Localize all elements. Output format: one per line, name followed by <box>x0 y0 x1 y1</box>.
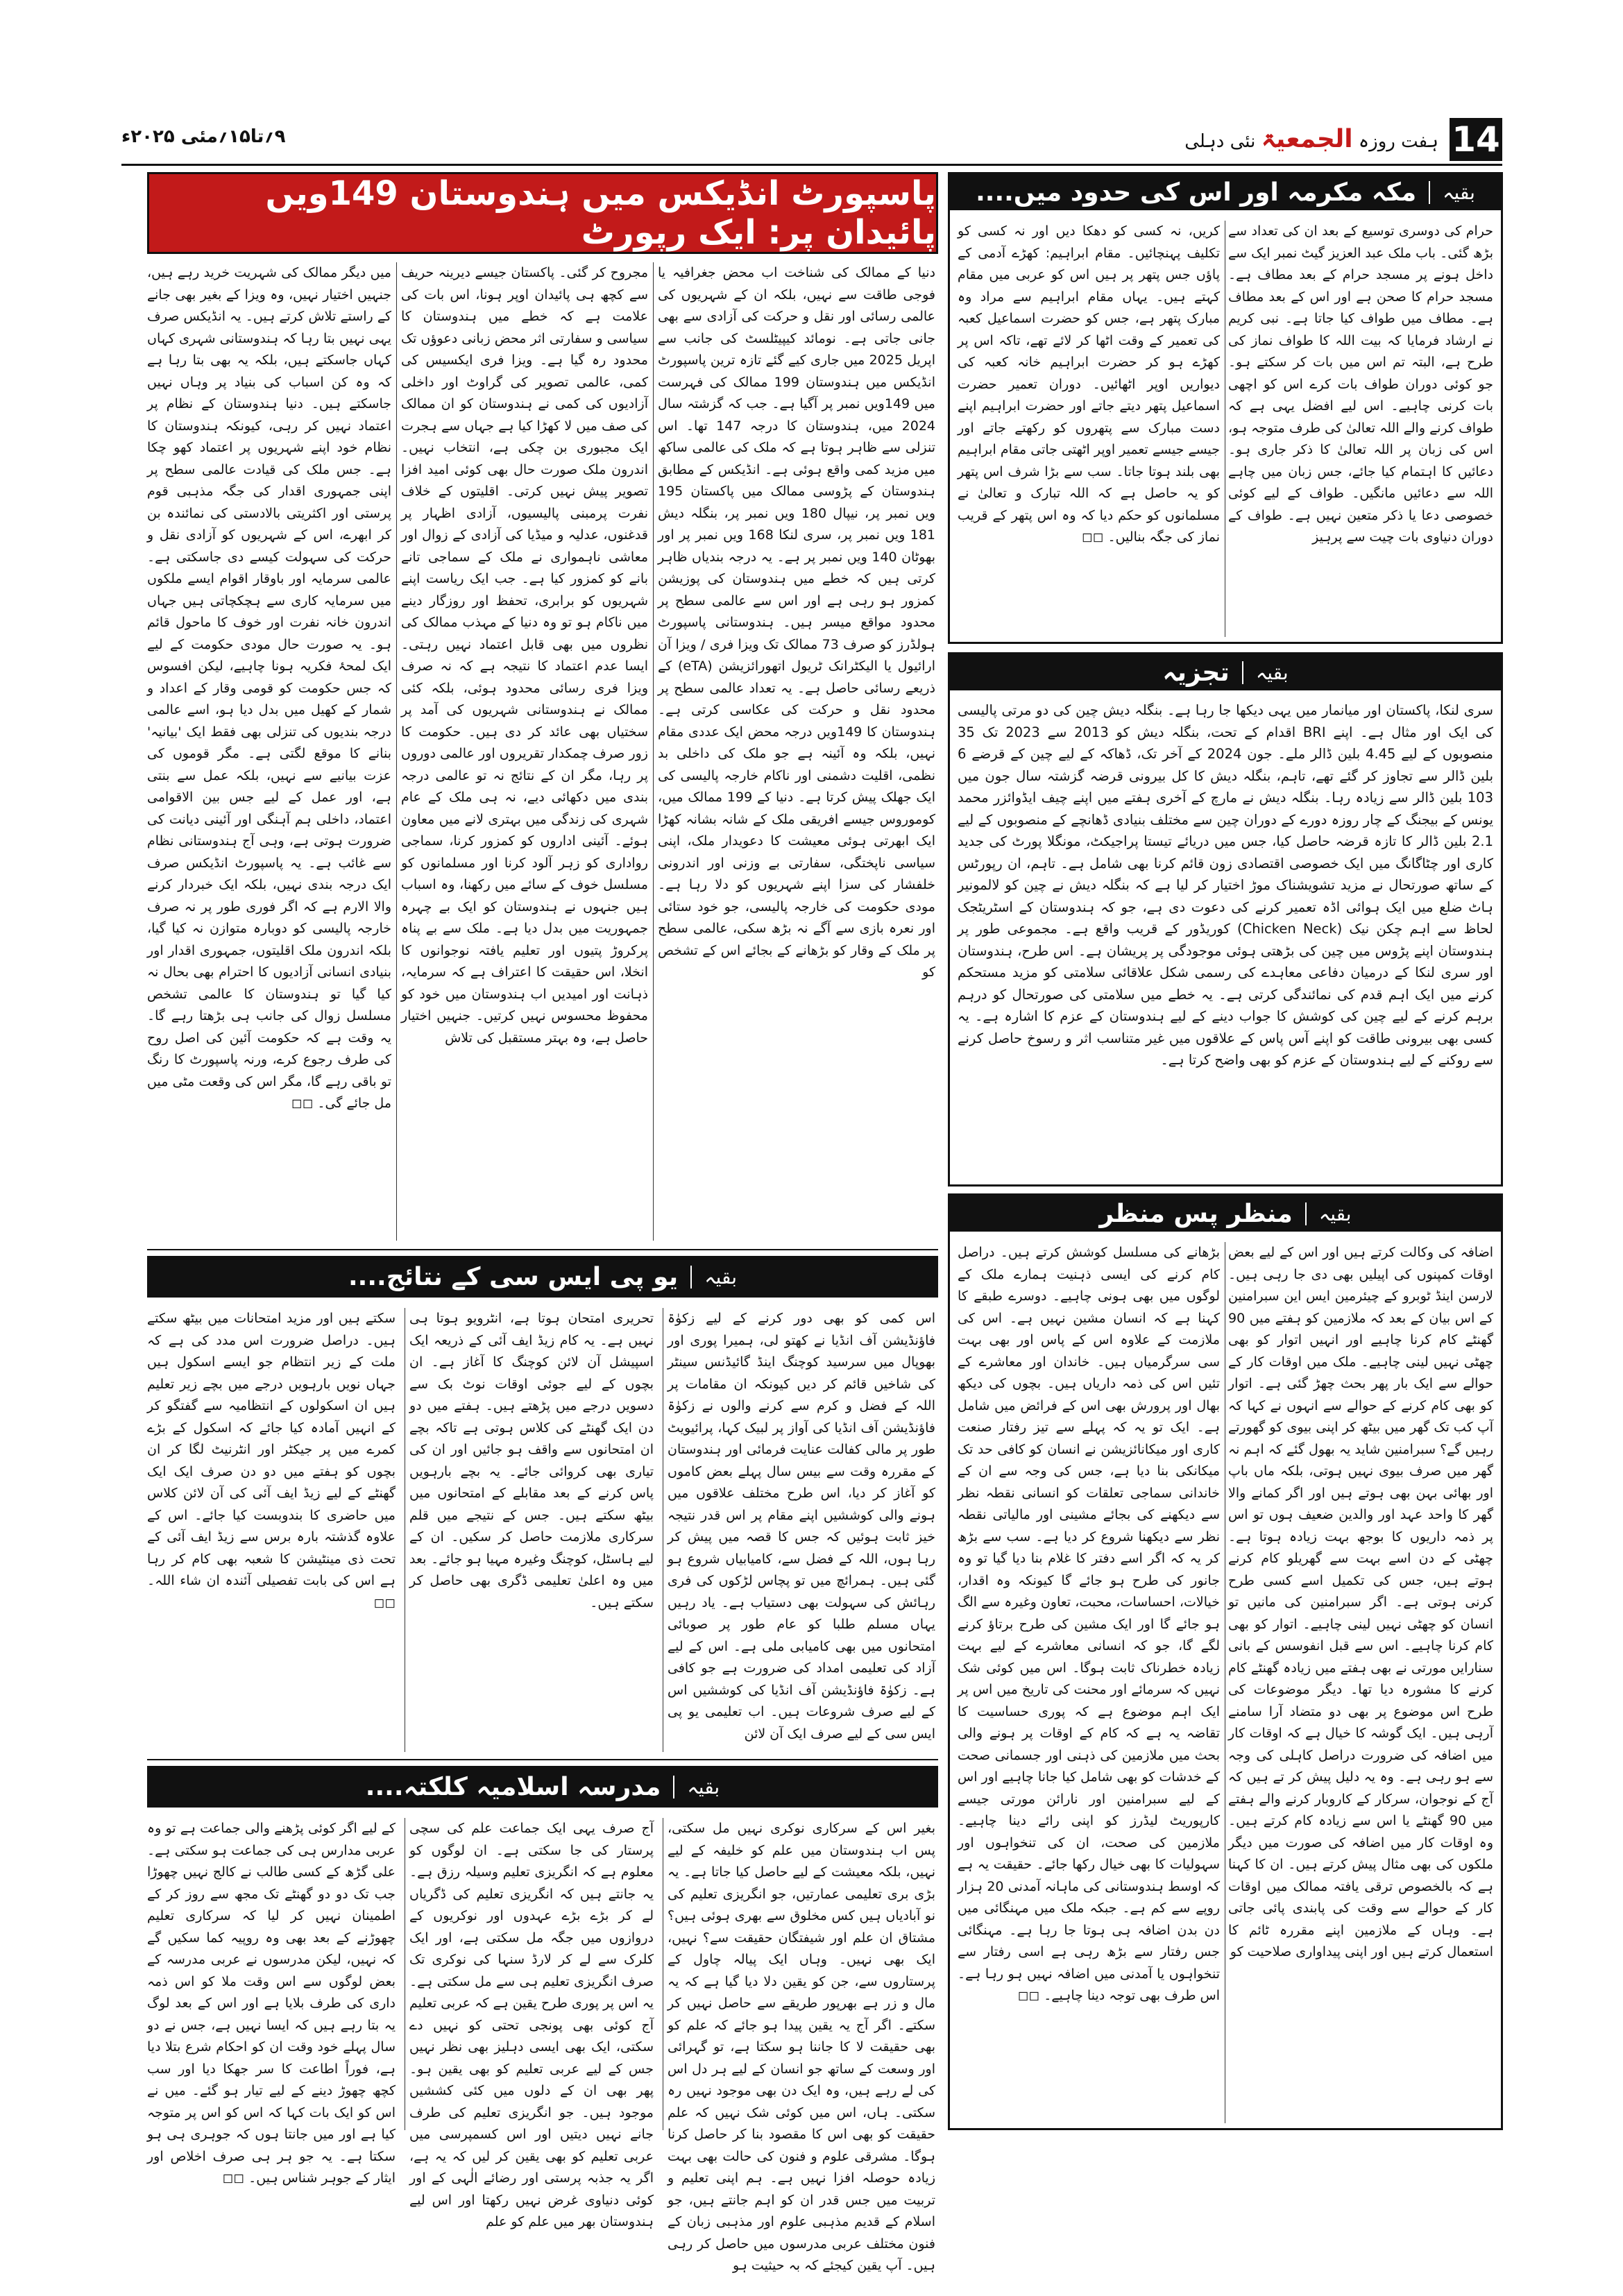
section-rule <box>147 1759 938 1760</box>
madrasa-col-3: کے لیے اگر کوئی پڑھنے والی جماعت ہے تو وہ عربی مدارس ہی کی جماعت ہو سکتی ہے۔ علی گڑھ کے کسی طالب نے کالج نہیں چھوڑا جب تک دو دو گھنٹے تک مجھ سے روز کر کے اطمینان نہیں کر لیا کہ سرکاری تعلیم چھوڑنے کے بعد بھی وہ روپیہ کما سکیں گے کہ نہیں، لیکن مدرسوں نے عربی مدرسہ کے بعض لوگوں سے اس وقت ملا کو اس ذمہ داری کی طرف بلایا ہے اور اس کے بعد لوگ یہ بتا رہے ہیں کہ ایسا نہیں ہے، جس نے دو سال پہلے خود وقت ان کو احکام شرع بتلا دیا ہے، فوراً اطاعت کا سر جھکا دیا اور سب کچھ چھوڑ دینے کے لیے تیار ہو گئے۔ میں نے اس کو ایک بات کہا کہ اس کو اس پر متوجہ کیا ہے اور میں جانتا ہوں کہ جوہری ہی ہو سکتا ہے۔ یہ جو ہر ہی صرف اخلاص اور ایثار کے جوہر شناس ہیں۔ ◻◻ <box>147 1821 396 2186</box>
paper-prefix: ہفت روزہ <box>1358 131 1438 152</box>
header-rule <box>121 164 1502 166</box>
makkah-col-left: کریں، نہ کسی کو دھکا دیں اور نہ کسی کو تکلیف پہنچائیں۔ مقام ابراہیم: کھڑے آدمی کے پاؤں جس پتھر پر ہیں اس کو عربی میں مقام کہتے ہیں۔ یہاں مقام ابراہیم سے مراد وہ مبارک پتھر ہے، جس کو حضرت اسماعیل کعبہ کی تعمیر کے وقت اٹھا کر لائے تھے، تاکہ اس پر کھڑے ہو کر حضرت ابراہیم خانہ کعبہ کی دیواریں اوپر اٹھائیں۔ دوران تعمیر حضرت اسماعیل پتھر دیتے جاتے اور حضرت ابراہیم اپنے دست مبارک سے پتھروں کو رکھتے جاتے اور جیسے جیسے تعمیر اوپر اٹھتی جاتی مقام ابراہیم بھی بلند ہوتا جاتا۔ سب سے بڑا شرف اس پتھر کو یہ حاصل ہے کہ اللہ تبارک و تعالیٰ نے مسلمانوں کو حکم دیا کہ وہ اس پتھر کے قریب نماز کی جگہ بنالیں۔ ◻◻ <box>957 223 1220 545</box>
makkah-title-bar <box>950 174 1501 210</box>
madrasa-kicker: بقیہ <box>673 1776 720 1798</box>
paper-name <box>1184 125 1438 153</box>
passport-col-3: میں دیگر ممالک کی شہریت خرید رہے ہیں، جنہیں اختیار نہیں، وہ ویزا کے بغیر بھی جانے کے راستے تلاش کرتے ہیں۔ یہ انڈیکس صرف یہی نہیں بتا رہا کہ ہندوستانی شہری کہاں کہاں جاسکتے ہیں، بلکہ یہ بھی بتا رہا ہے کہ وہ کن اسباب کی بنیاد پر وہاں نہیں جاسکتے ہیں۔ دنیا ہندوستان کے نظام پر اعتماد نہیں کر رہی، کیونکہ ہندوستان کا نظام خود اپنے شہریوں پر اعتماد کھو چکا ہے۔ جس ملک کی قیادت عالمی سطح پر اپنی جمہوری اقدار کی جگہ مذہبی قوم پرستی اور اکثریتی بالادستی کی نمائندہ بن کر ابھرے، اس کے شہریوں کو آزادی نقل و حرکت کی سہولت کیسے دی جاسکتی ہے۔ عالمی سرمایہ اور باوقار اقوام ایسے ملکوں میں سرمایہ کاری سے ہچکچاتی ہیں جہاں اندرون خانہ نفرت اور خوف کا ماحول قائم ہو۔ یہ صورت حال مودی حکومت کے لیے ایک لمحۂ فکریہ ہونا چاہیے، لیکن افسوس کہ جس حکومت کو قومی وقار کے اعداد و شمار کے کھیل میں بدل دیا ہو، اسے عالمی درجہ بندیوں کی تنزلی بھی فقط ایک 'بیانیہ' بنانے کا موقع لگتی ہے۔ مگر قوموں کی عزت بیانیے سے نہیں، بلکہ عمل سے بنتی ہے، اور عمل کے لیے جس بین الاقوامی اعتماد، داخلی ہم آہنگی اور آئینی دیانت کی ضرورت ہوتی ہے، وہی آج ہندوستانی نظام سے غائب ہے۔ یہ پاسپورٹ انڈیکس صرف ایک درجہ بندی نہیں، بلکہ ایک خبردار کرنے والا الارم ہے کہ اگر فوری طور پر نہ صرف خارجہ پالیسی کو دوبارہ متوازن نہ کیا گیا، بلکہ اندرون ملک اقلیتوں، جمہوری اقدار اور بنیادی انسانی آزادیوں کا احترام بھی بحال نہ کیا گیا تو ہندوستان کا عالمی تشخص مسلسل زوال کی جانب ہی بڑھتا رہے گا۔ یہ وقت ہے کہ حکومت آئین کی اصل روح کی طرف رجوع کرے، ورنہ پاسپورٹ کا رنگ تو باقی رہے گا، مگر اس کی وقعت مٹی میں مل جائے گی۔ ◻◻ <box>147 265 391 1111</box>
paper-brand: الجمعیۃ <box>1261 125 1353 153</box>
column-divider <box>653 262 654 1241</box>
upsc-col-2: تحریری امتحان ہوتا ہے، انٹرویو ہوتا ہی نہیں ہے۔ یہ کام زیڈ ایف آئی کے ذریعہ ایک اسپیشل آن لائن کوچنگ کا آغاز ہے۔ ان بچوں کے لیے جوئی اوقات نوٹ بک سے دسویں درجے میں پڑھتے ہیں۔ ہفتے میں دو دن ایک گھنٹے کی کلاس ہوتی ہے تاکہ بچے ان امتحانوں سے واقف ہو جائیں اور ان کی تیاری بھی کروائی جائے۔ یہ بچے بارہویں پاس کرنے کے بعد مقابلے کے امتحانوں میں بیٹھ سکتے ہیں۔ جس کے نتیجے میں قلم سرکاری ملازمت حاصل کر سکیں۔ ان کے لیے ہاسٹل، کوچنگ وغیرہ مہیا ہو جائے۔ بعد میں وہ اعلیٰ تعلیمی ڈگری بھی حاصل کر سکتے ہیں۔ <box>409 1311 654 1610</box>
madrasa-title-bar <box>147 1766 938 1808</box>
tajziya-kicker: بقیہ <box>1242 661 1289 684</box>
manzar-kicker: بقیہ <box>1305 1202 1352 1225</box>
issue-date: ۹؍تا۱۵؍مئی ۲۰۲۵ء <box>121 126 286 147</box>
makkah-col-right: حرام کی دوسری توسیع کے بعد ان کی تعداد سے بڑھ گئی۔ باب ملک عبد العزیز گیٹ نمبر ایک سے داخل ہونے پر مسجد حرام کے بعد مطاف ہے۔ مسجد حرام کا صحن ہے اور اس کے بعد مطاف ہے۔ مطاف میں طواف کیا جاتا ہے۔ نبی کریم نے ارشاد فرمایا کہ بیت اللہ کا طواف نماز کی طرح ہے، البتہ تم اس میں بات کر سکتے ہو۔ جو کوئی دوران طواف بات کرے اس کو اچھی بات کرنی چاہیے۔ اس لیے افضل یہی ہے کہ طواف کرنے والے اللہ تعالیٰ کی طرف متوجہ ہو، اس کی زبان پر اللہ تعالیٰ کا ذکر جاری ہو۔ دعائیں کا اہتمام کیا جائے، جس زبان میں چاہے اللہ سے دعائیں مانگیں۔ طواف کے لیے کوئی خصوصی دعا یا ذکر متعین نہیں ہے۔ طواف کے دوران دنیاوی بات چیت سے پرہیز <box>1228 223 1493 545</box>
upsc-col-1: اس کمی کو بھی دور کرنے کے لیے زکوٰۃ فاؤنڈیشن آف انڈیا نے کھتو لی، ہمیرا پوری اور بھوپال میں سرسید کوچنگ اینڈ گائیڈنس سینٹر کی شاخیں قائم کر دیں کیونکہ ان مقامات پر اللہ کے فضل و کرم سے کرنے والوں نے زکوٰۃ فاؤنڈیشن آف انڈیا کی آواز پر لبیک کہا، پرائیویٹ طور پر مالی کفالت عنایت فرمائی اور ہندوستان کے مقررہ وقت سے بیس سال پہلے بعض کاموں کو آغاز کر دیا، اس طرح مختلف علاقوں میں ہونے والی کوششیں اپنے مقام پر اس قدر نتیجہ خیز ثابت ہوئیں کہ جس کا قصہ میں پیش کر رہا ہوں، اللہ کے فضل سے، کامیابیاں شروع ہو گئی ہیں۔ ہمرائچ میں تو پچاس لڑکوں کی فری رہائش کی سہولت بھی دستیاب ہے۔ یاد رہیں یہاں مسلم طلبا کو عام طور پر صوبائی امتحانوں میں بھی کامیابی ملی ہے۔ اس کے لیے آزاد کی تعلیمی امداد کی ضرورت ہے جو کافی ہے۔ زکوٰۃ فاؤنڈیشن آف انڈیا کی کوششیں اس کے لیے صرف شروعات ہیں۔ اب تعلیمی یو پی ایس سی کے لیے صرف ایک آن لائن <box>668 1311 935 1742</box>
madrasa-col-1: بغیر اس کے سرکاری نوکری نہیں مل سکتی، پس اب ہندوستان میں علم کو خلیفہ کے لیے نہیں، بلکہ معیشت کے لیے حاصل کیا جاتا ہے۔ یہ بڑی بری تعلیمی عمارتیں، جو انگریزی تعلیم کی نو آبادیاں ہیں کس مخلوق سے بھری ہوئی ہیں؟ مشتاق ان علم اور شیفتگان حقیقت سے؟ نہیں، ایک بھی نہیں۔ وہاں ایک پیالہ چاول کے پرستاروں سے، جن کو یقین دلا دیا گیا ہے کہ یہ مال و زر ہے بھرپور طریقے سے حاصل نہیں کر سکتے۔ اگر آج یہ یقین پیدا ہو جائے کہ علم کو بھی حقیقت لا کا جاننا ہو سکتا ہے، تو گہرائی اور وسعت کے ساتھ جو انسان کے لیے ہر دل اس کی لے رہے ہیں، وہ ایک دن بھی موجود نہیں رہ سکتی۔ ہاں، اس میں کوئی شک نہیں کہ علم حقیقت کو بھی اس کا مقصود بنا کر حاصل کرنا ہوگا۔ مشرقی علوم و فنون کی حالت بھی بہت زیادہ حوصلہ افزا نہیں ہے۔ ہم اپنی تعلیم و تربیت میں جس قدر ان کو اہم جانتے ہیں، جو اسلام کے قدیم مذہبی علوم اور مذہبی زبان کے فنون مختلف عربی مدرسوں میں حاصل کر رہی ہیں۔ آپ یقین کیجئے کہ بہ حیثیت ہو <box>668 1821 935 2273</box>
makkah-kicker: بقیہ <box>1429 181 1475 204</box>
tajziya-title-bar <box>950 654 1501 690</box>
passport-col-2: مجروح کر گئی۔ پاکستان جیسے دیرینہ حریف سے کچھ ہی پائیدان اوپر ہونا، اس بات کی علامت ہے کہ خطے میں ہندوستان کا سیاسی و سفارتی اثر محض زبانی دعوؤں تک محدود رہ گیا ہے۔ ویزا فری ایکسیس کی کمی، عالمی تصویر کی گراوٹ اور داخلی آزادیوں کی کمی نے ہندوستان کو ان ممالک کی صف میں لا کھڑا کیا ہے جہاں سے ہجرت ایک مجبوری بن چکی ہے، انتخاب نہیں۔ اندرون ملک صورت حال بھی کوئی امید افزا تصویر پیش نہیں کرتی۔ اقلیتوں کے خلاف نفرت پرمبنی پالیسیوں، آزادی اظہار پر قدغنوں، عدلیہ و میڈیا کی آزادی کے زوال اور معاشی ناہمواری نے ملک کے سماجی تانے بانے کو کمزور کیا ہے۔ جب ایک ریاست اپنے شہریوں کو برابری، تحفظ اور روزگار دینے میں ناکام ہو تو وہ دنیا کے مہذب ممالک کی نظروں میں بھی قابل اعتماد نہیں رہتی۔ ایسا عدم اعتماد کا نتیجہ ہے کہ نہ صرف ویزا فری رسائی محدود ہوئی، بلکہ کئی ممالک نے ہندوستانی شہریوں کی آمد پر سختیاں بھی عائد کر دی ہیں۔ حکومت کا زور صرف چمکدار تقریروں اور عالمی دوروں پر رہا، مگر ان کے نتائج نہ تو عالمی درجہ بندی میں دکھائی دیے، نہ ہی ملک کے عام شہری کی زندگی میں بہتری لانے میں معاون ہوئے۔ آئینی اداروں کو کمزور کرنا، سماجی رواداری کو زہر آلود کرنا اور مسلمانوں کو مسلسل خوف کے سائے میں رکھنا، وہ اسباب ہیں جنہوں نے ہندوستان کو ایک بے چہرہ جمہوریت میں بدل دیا ہے۔ ملک سے بے پناہ پرکروڑ پتیوں اور تعلیم یافتہ نوجوانوں کا انخلا، اس حقیقت کا اعتراف ہے کہ سرمایہ، ذہانت اور امیدیں اب ہندوستان میں خود کو محفوظ محسوس نہیں کرتیں۔ جنہیں اختیار حاصل ہے، وہ بہتر مستقبل کی تلاش <box>401 265 648 1046</box>
upsc-kicker: بقیہ <box>690 1266 737 1289</box>
madrasa-col-2: آج صرف یہی ایک جماعت علم کی سچی پرستار کی جا سکتی ہے۔ ان لوگوں کو معلوم ہے کہ انگریزی تعلیم وسیلہ رزق ہے۔ یہ جانتے ہیں کہ انگریزی تعلیم کی ڈگریاں لے کر بڑے بڑے عہدوں اور نوکریوں کے دروازوں میں جگہ مل سکتی ہے، اور ایک کلرک سے لے کر لارڈ سنہا کی نوکری تک صرف انگریزی تعلیم ہی سے مل سکتی ہے۔ یہ اس پر پوری طرح یقین ہے کہ عربی تعلیم آج کوئی بھی پونجی تحتی کو نہیں دے سکتی، ایک بھی ایسی دہلیز بھی نظر نہیں جس کے لیے عربی تعلیم کو بھی یقین ہو۔ پھر بھی ان کے دلوں میں کئی کششیں موجود ہیں۔ جو انگریزی تعلیم کی طرف جانے نہیں دیتیں اور اس کسمپرسی میں عربی تعلیم کو بھی یقین کر لیں کہ یہ ہے، اگر یہ جذبہ پرستی اور رضائے الٰہی کے اور کوئی دنیاوی غرض نہیں رکھتا اور اس لیے ہندوستان بھر میں علم کو علم <box>409 1821 654 2229</box>
tajziya-text: سری لنکا، پاکستان اور میانمار میں یہی دیکھا جا رہا ہے۔ بنگلہ دیش چین کی دو مرتی پالیسی کی ایک اور مثال ہے۔ اپنے BRI اقدام کے تحت، بنگلہ دیش کو 2013 سے 2023 تک 35 منصوبوں کے لیے 4.45 بلین ڈالر ملے۔ جون 2024 کے آخر تک، ڈھاکہ کے لیے چین کے قرضے 6 بلین ڈالر سے تجاوز کر گئے تھے، تاہم، بنگلہ دیش کا کل بیرونی قرضہ گزشتہ سال جون میں 103 بلین ڈالر سے زیادہ رہا۔ بنگلہ دیش نے مارچ کے آخری ہفتے میں اپنے چیف ایڈوائزر محمد یونس کے بیجنگ کے چار روزہ دورے کے دوران چین سے مختلف بنیادی ڈھانچے کے منصوبوں کے لیے 2.1 بلین ڈالر کا تازہ قرضہ حاصل کیا، جس میں دریائے تیستا پراجیکٹ، مونگلا پورٹ کی جدید کاری اور چٹاگانگ میں ایک خصوصی اقتصادی زون قائم کرنا بھی شامل ہے۔ تاہم، ان رپورٹس کے ساتھ صورتحال نے مزید تشویشناک موڑ اختیار کر لیا ہے کہ بنگلہ دیش نے چین کو لالمونیر ہاٹ ضلع میں ایک ہوائی اڈہ تعمیر کرنے کی دعوت دی ہے، جو کہ ہندوستان کے اسٹریٹجک لحاظ سے اہم چکن نیک (Chicken Neck) کوریڈور کے قریب واقع ہے۔ مجموعی طور پر ہندوستان اپنے پڑوس میں چین کی بڑھتی ہوئی موجودگی پر پریشان ہے۔ اس طرح، ہندوستان اور سری لنکا کے درمیان دفاعی معاہدے کی رسمی شکل علاقائی سلامتی کو مزید مستحکم کرنے میں ایک اہم قدم کی نمائندگی کرتی ہے۔ یہ خطے میں سلامتی کی صورتحال کو درہم برہم کرنے کے لیے چین کی کوشش کا جواب دینے کے لیے ہندوستان کے عزم کا اشارہ ہے۔ یہ کسی بھی بیرونی طاقت کو اپنے آس پاس کے علاقوں میں غیر متناسب اثر و رسوخ حاصل کرنے سے روکنے کے لیے ہندوستان کے عزم کو بھی واضح کرتا ہے۔ <box>958 702 1494 1068</box>
upsc-col-3: سکتے ہیں اور مزید امتحانات میں بیٹھ سکتے ہیں۔ دراصل ضرورت اس مدد کی ہے کہ ملت کے زیر انتظام جو ایسے اسکول ہیں جہاں نویں بارہویں درجے میں بچے زیر تعلیم ہیں ان اسکولوں کے انتظامیہ سے گفتگو کر کے انہیں آمادہ کیا جائے کہ اسکول کے بڑے کمرے میں پر جیکٹر اور انٹرنیٹ لگا کر ان بچوں کو ہفتے میں دو دن صرف ایک ایک گھنٹے کے لیے زیڈ ایف آئی کی آن لائن کلاس میں حاضری کا بندوبست کیا جائے۔ اس کے علاوہ گذشتہ بارہ برس سے زیڈ ایف آئی کے تحت ذی مینٹیشن کا شعبہ بھی کام کر رہا ہے اس کی بابت تفصیلی آئندہ ان شاء اللہ۔ ◻◻ <box>147 1311 396 1610</box>
paper-city: نئی دہلی <box>1184 131 1256 152</box>
manzar-title-bar <box>950 1196 1501 1232</box>
manzar-title: منظر پس منظر <box>1099 1199 1293 1228</box>
passport-headline: پاسپورٹ انڈیکس میں ہندوستان 149ویں پائیدان پر: ایک رپورٹ <box>147 172 938 254</box>
manzar-col-left: بڑھانے کی مسلسل کوشش کرتے ہیں۔ دراصل کام کرنے کی ایسی ذہنیت ہمارے ملک کے لوگوں میں بھی ہونی چاہیے۔ دوسرے طبقے کا کہنا ہے کہ انسان مشین نہیں ہے۔ اس کی ملازمت کے علاوہ اس کے پاس اور بھی بہت سی سرگرمیاں ہیں۔ خاندان اور معاشرے کے تئیں اس کی ذمہ داریاں ہیں۔ بچوں کی دیکھ بھال اور پرورش بھی اس کے فرائض میں شامل ہے۔ ایک تو یہ کہ پہلے سے تیز رفتار صنعت کاری اور میکانائزیشن نے انسان کو کافی حد تک میکانکی بنا دیا ہے، جس کی وجہ سے ان کے خاندانی سماجی تعلقات کو انسانی نقطہ نظر سے دیکھنے کی بجائے مشینی اور مالیاتی نقطہ نظر سے دیکھنا شروع کر دیا ہے۔ سب سے بڑھ کر یہ کہ اگر اسے دفتر کا غلام بنا دیا گیا تو وہ جانور کی طرح ہو جائے گا کیونکہ وہ اقدار، خیالات، احساسات، محبت، تعاون وغیرہ سے الگ ہو جائے گا اور ایک مشین کی طرح برتاؤ کرنے لگے گا، جو کہ انسانی معاشرے کے لیے بہت زیادہ خطرناک ثابت ہوگا۔ اس میں کوئی شک نہیں کہ سرمائے اور محنت کی تاریخ میں اس پر ایک اہم موضوع ہے کہ پوری حساسیت کا تقاضہ یہ ہے کہ کام کے اوقات پر ہونے والی بحث میں ملازمین کی ذہنی اور جسمانی صحت کے خدشات کو بھی شامل کیا جانا چاہیے اور اس کے لیے سبرامنین اور نارائن مورتی جیسے کارپوریٹ لیڈرز کو اپنی رائے دینا چاہیے۔ ملازمین کی صحت، ان کی تنخواہوں اور سہولیات کا بھی خیال رکھا جائے۔ حقیقت یہ ہے کہ اوسط ہندوستانی کی ماہانہ آمدنی 20 ہزار روپے سے کم ہے۔ جبکہ ملک میں مہنگائی میں دن بدن اضافہ ہی ہوتا جا رہا ہے۔ مہنگائی جس رفتار سے بڑھ رہی ہے اسی رفتار سے تنخواہوں یا آمدنی میں اضافہ نہیں ہو رہا ہے۔ اس طرف بھی توجہ دینا چاہیے۔ ◻◻ <box>958 1245 1220 2003</box>
manzar-col-right: اضافہ کی وکالت کرتے ہیں اور اس کے لیے بعض اوقات کمپنوں کی اپیلیں بھی دی جا رہی ہیں۔ لارسن اینڈ ٹوبرو کے چیئرمین ایس این سبرامنین کے اس بیان کے بعد کہ ملازمین کو ہفتے میں 90 گھنٹے کام کرنا چاہیے اور انہیں اتوار کو بھی چھٹی نہیں لینی چاہیے۔ ملک میں اوقات کار کے حوالے سے ایک بار پھر بحث چھڑ گئی ہے۔ اتوار کو بھی کام کرنے کے حوالے سے انہوں نے کہا کہ آپ کب تک گھر میں بیٹھ کر اپنی بیوی کو گھورتے رہیں گے؟ سبرامنین شاید یہ بھول گئے کہ اہم نہ گھر میں صرف بیوی نہیں ہوتی، بلکہ ماں باپ اور بھائی بہن بھی ہوتے ہیں اور اگر کمانے والا گھر کا واحد عہد اور والدین ضعیف ہوں تو اس پر ذمہ داریوں کا بوجھ بہت زیادہ ہوتا ہے۔ چھٹی کے دن اسے بہت سے گھریلو کام کرنے ہوتے ہیں، جس کی تکمیل اسے کسی طرح کرنی ہوتی ہے۔ اگر سبرامنین کی مانیں تو انسان کو چھٹی نہیں لینی چاہیے۔ اتوار کو بھی کام کرنا چاہیے۔ اس سے قبل انفوسس کے بانی سنارایں مورتی نے بھی ہفتے میں زیادہ گھنٹے کام کرنے کا مشورہ دیا تھا۔ دیگر موضوعات کی طرح اس موضوع پر بھی دو متضاد آرا سامنے آرہی ہیں۔ ایک گوشہ کا خیال ہے کہ اوقات کار میں اضافہ کی ضرورت دراصل کاہلی کی وجہ سے ہو رہی ہے۔ وہ یہ دلیل پیش کر تے ہیں کہ آج کے نوجوان، سرکار کے کاروبار کرنے والے ہفتے میں 90 گھنٹے یا اس سے زیادہ کام کرتے ہیں۔ وہ اوقات کار میں اضافہ کی صورت میں دیگر ملکوں کی بھی مثال پیش کرتے ہیں۔ ان کا کہنا ہے کہ بالخصوص ترقی یافتہ ممالک میں اوقات کار کے حوالے سے وقت کی پابندی پائی جاتی ہے۔ وہاں کے ملازمین اپنے مقررہ ٹائم کا استعمال کرتے ہیں اور اپنی پیداواری صلاحیت کو <box>1228 1245 1493 1959</box>
section-rule <box>147 1249 938 1250</box>
page-number: 14 <box>1450 118 1502 161</box>
madrasa-title: مدرسہ اسلامیہ کلکتہ.... <box>365 1772 661 1801</box>
column-divider <box>396 262 397 1241</box>
upsc-title: یو پی ایس سی کے نتائج.... <box>348 1262 679 1291</box>
tajziya-title: تجزیہ <box>1162 658 1230 687</box>
passport-col-1: دنیا کے ممالک کی شناخت اب محض جغرافیہ یا فوجی طاقت سے نہیں، بلکہ ان کے شہریوں کی عالمی رسائی اور نقل و حرکت کی آزادی سے بھی جانی جاتی ہے۔ نومائد کیپیٹلسٹ کی جانب سے اپریل 2025 میں جاری کیے گئے تازہ ترین پاسپورٹ انڈیکس میں ہندوستان 199 ممالک کی فہرست میں 149ویں نمبر پر آگیا ہے۔ جب کہ گزشتہ سال 2024 میں، ہندوستان کا درجہ 147 تھا۔ اس تنزلی سے ظاہر ہوتا ہے کہ ملک کی عالمی ساکھ میں مزید کمی واقع ہوئی ہے۔ انڈیکس کے مطابق ہندوستان کے پڑوسی ممالک میں پاکستان 195 ویں نمبر پر، نیپال 180 ویں نمبر پر، بنگلہ دیش 181 ویں نمبر پر، سری لنکا 168 ویں نمبر پر اور بھوٹان 140 ویں نمبر پر ہے۔ یہ درجہ بندیاں ظاہر کرتی ہیں کہ خطے میں ہندوستان کی پوزیشن کمزور ہو رہی ہے اور اس سے عالمی سطح پر محدود مواقع میسر ہیں۔ ہندوستانی پاسپورٹ ہولڈرز کو صرف 73 ممالک تک ویزا فری / ویزا آن ارائیول یا الیکٹرانک ٹریول اتھورائزیشن (eTA) کے ذریعے رسائی حاصل ہے۔ یہ تعداد عالمی سطح پر محدود نقل و حرکت کی عکاسی کرتی ہے۔ ہندوستان کا 149ویں درجہ محض ایک عددی مقام نہیں، بلکہ وہ آئینہ ہے جو ملک کی داخلی بد نظمی، اقلیت دشمنی اور ناکام خارجہ پالیسی کی ایک جھلک پیش کرتا ہے۔ دنیا کے 199 ممالک میں، کوموروس جیسے افریقی ملک کے شانہ بشانہ کھڑا ایک ابھرتی ہوئی معیشت کا دعویدار ملک، اپنی سیاسی ناپختگی، سفارتی بے وزنی اور اندرونی خلفشار کی سزا اپنے شہریوں کو دلا رہا ہے۔ مودی حکومت کی خارجہ پالیسی، جو خود ستائی اور نعرہ بازی سے آگے نہ بڑھ سکی، عالمی سطح پر ملک کے وقار کو بڑھانے کے بجائے اس کے تشخص کو <box>658 265 936 980</box>
page-header <box>121 118 1502 158</box>
makkah-title: مکہ مکرمہ اور اس کی حدود میں.... <box>976 178 1417 207</box>
upsc-title-bar <box>147 1256 938 1298</box>
